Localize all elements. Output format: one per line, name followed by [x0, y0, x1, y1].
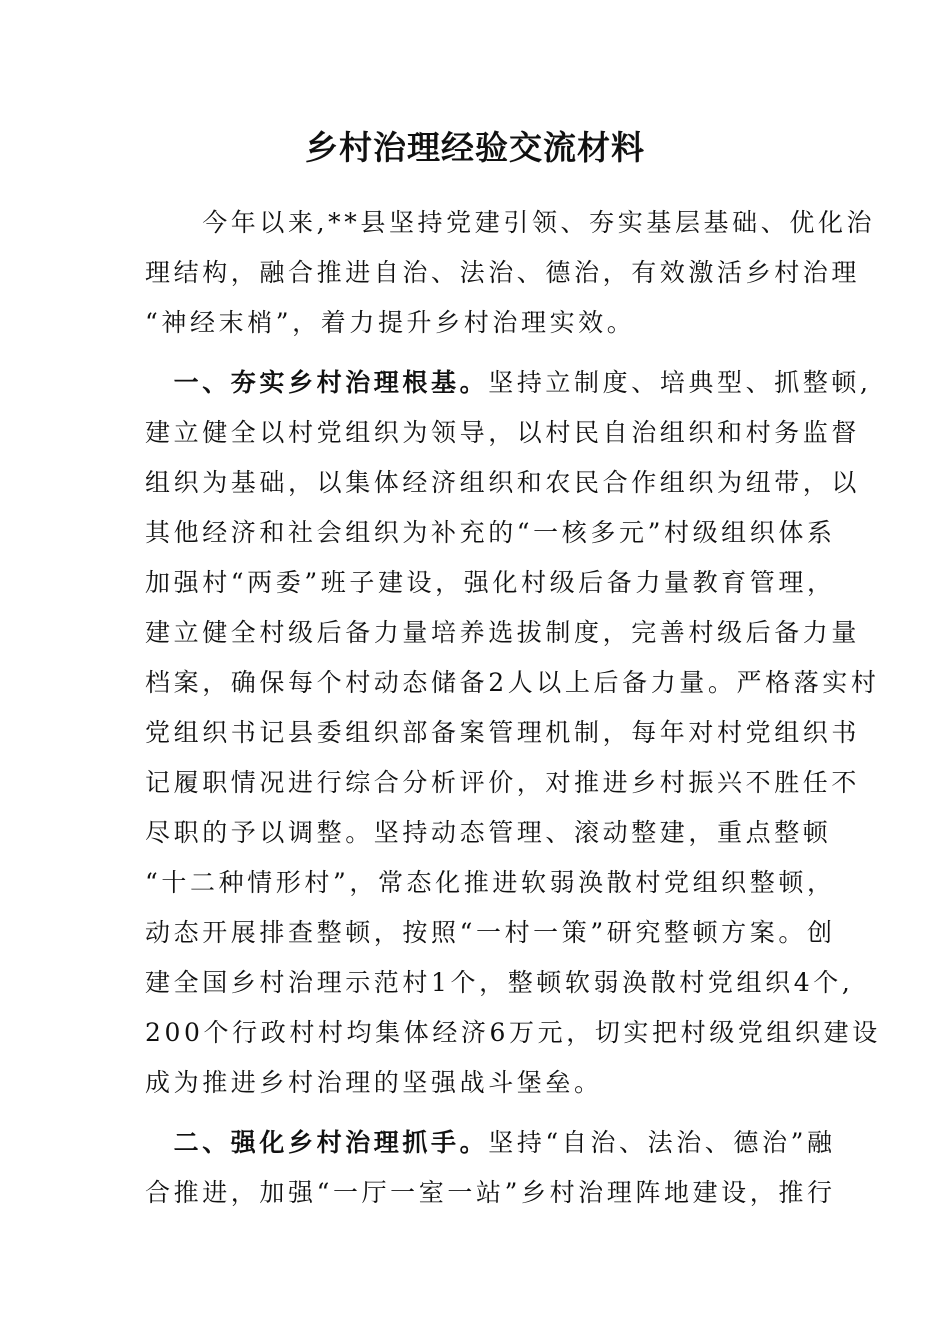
paragraph-line: 加强村“两委”班子建设，强化村级后备力量教育管理，: [145, 568, 836, 597]
paragraph-line: 党组织书记县委组织部备案管理机制，每年对村党组织书: [145, 718, 861, 747]
paragraph-line: 200个行政村村均集体经济6万元，切实把村级党组织建设: [145, 1018, 881, 1047]
paragraph-line: 记履职情况进行综合分析评价，对推进乡村振兴不胜任不: [145, 768, 861, 797]
paragraph-line: 动态开展排查整顿，按照“一村一策”研究整顿方案。创: [145, 918, 836, 947]
section-heading-line: [145, 1118, 835, 1168]
paragraph-line: 组织为基础，以集体经济组织和农民合作组织为纽带，以: [145, 468, 861, 497]
paragraph-line: 其他经济和社会组织为补充的“一核多元”村级组织体系: [145, 518, 836, 547]
section-heading-1: 一、夯实乡村治理根基。: [173, 368, 489, 397]
section-2-text: 坚持“自治、法治、德治”融: [488, 1128, 836, 1157]
section-heading-line: [145, 358, 872, 408]
paragraph-line: 合推进，加强“一厅一室一站”乡村治理阵地建设，推行: [145, 1178, 836, 1207]
paragraph-line: 建立健全村级后备力量培养选拔制度，完善村级后备力量: [145, 618, 861, 647]
paragraph-line: “十二种情形村”，常态化推进软弱涣散村党组织整顿，: [145, 868, 836, 897]
paragraph-line: 建立健全以村党组织为领导，以村民自治组织和村务监督: [145, 418, 861, 447]
paragraph-line: 成为推进乡村治理的坚强战斗堡垒。: [145, 1068, 603, 1097]
paragraph-line: 档案，确保每个村动态储备2人以上后备力量。严格落实村: [145, 668, 880, 697]
section-1-text: 坚持立制度、培典型、抓整顿,: [488, 368, 872, 397]
paragraph-line: 理结构，融合推进自治、法治、德治，有效激活乡村治理: [145, 258, 861, 287]
section-heading-2: 二、强化乡村治理抓手。: [173, 1128, 489, 1157]
paragraph-line: 今年以来,**县坚持党建引领、夯实基层基础、优化治: [145, 208, 876, 237]
paragraph-line: 尽职的予以调整。坚持动态管理、滚动整建，重点整顿: [145, 818, 832, 847]
paragraph-line: “神经末梢”，着力提升乡村治理实效。: [145, 308, 636, 337]
document-title: 乡村治理经验交流材料: [305, 128, 645, 167]
paragraph-line: 建全国乡村治理示范村1个，整顿软弱涣散村党组织4个,: [145, 968, 854, 997]
